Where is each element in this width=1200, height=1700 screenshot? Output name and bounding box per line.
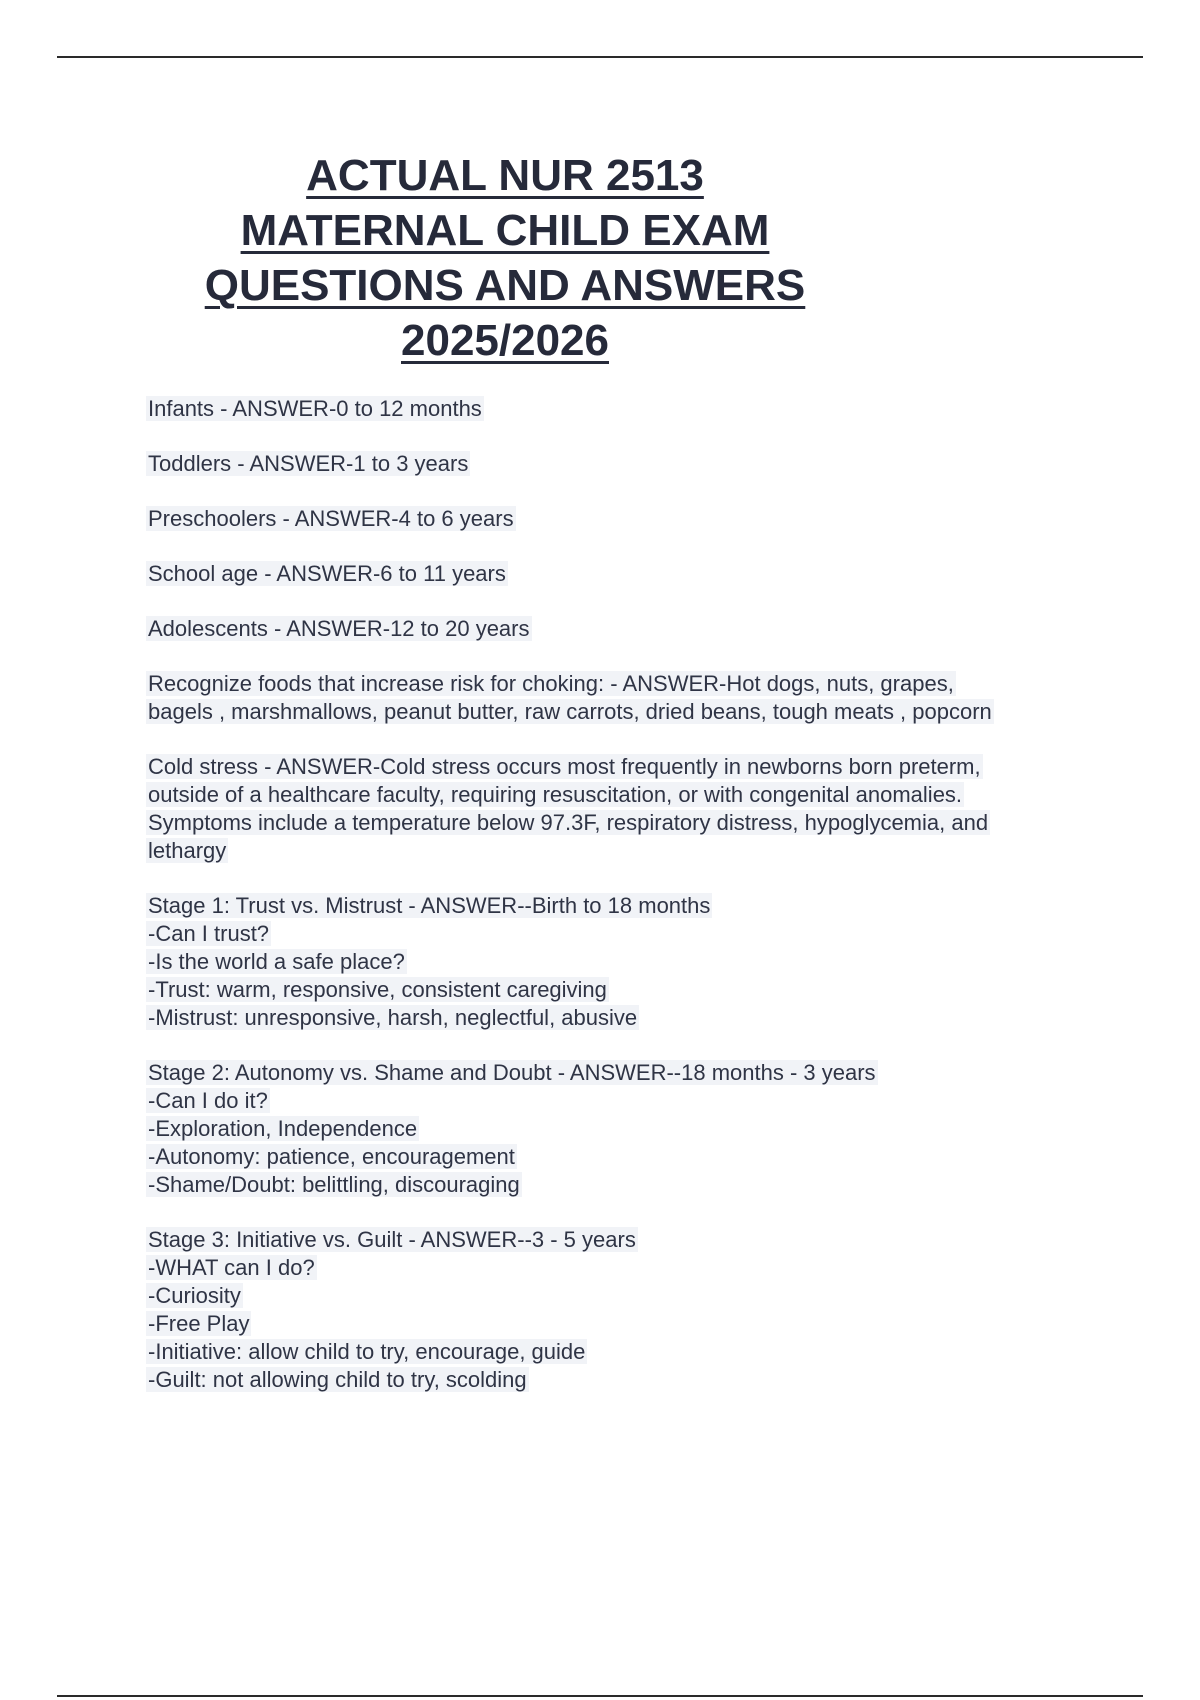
- entry-line: -Shame/Doubt: belittling, discouraging: [148, 1172, 520, 1197]
- qa-entry-infants: [146, 395, 1146, 423]
- entry-line: Toddlers - ANSWER-1 to 3 years: [148, 451, 469, 476]
- entry-line: -Guilt: not allowing child to try, scolding: [148, 1367, 527, 1392]
- bottom-rule: [57, 1695, 1143, 1697]
- entry-line: Recognize foods that increase risk for choking: - ANSWER-Hot dogs, nuts, grapes,: [148, 671, 954, 696]
- qa-entry-stage-2: [146, 1059, 1146, 1199]
- entry-line: -Trust: warm, responsive, consistent caregiving: [148, 977, 607, 1002]
- entry-line: -Autonomy: patience, encouragement: [148, 1144, 515, 1169]
- qa-entry-preschoolers: [146, 505, 1146, 533]
- entry-line: -WHAT can I do?: [148, 1255, 315, 1280]
- entry-line: Stage 2: Autonomy vs. Shame and Doubt - ANSWER--18 months - 3 years: [148, 1060, 876, 1085]
- title-line: 2025/2026: [401, 316, 609, 365]
- top-rule: [57, 56, 1143, 58]
- qa-entry-adolescents: [146, 615, 1146, 643]
- entry-line: Cold stress - ANSWER-Cold stress occurs most frequently in newborns born preterm,: [148, 754, 981, 779]
- qa-entry-school-age: [146, 560, 1146, 588]
- title-line: QUESTIONS AND ANSWERS: [204, 261, 806, 310]
- entry-line: -Is the world a safe place?: [148, 949, 405, 974]
- qa-entry-toddlers: [146, 450, 1146, 478]
- title-line: ACTUAL NUR 2513: [306, 151, 704, 200]
- entry-line: Symptoms include a temperature below 97.3F, respiratory distress, hypoglycemia, and: [148, 810, 989, 835]
- entry-line: Preschoolers - ANSWER-4 to 6 years: [148, 506, 514, 531]
- entry-line: Stage 3: Initiative vs. Guilt - ANSWER--3 - 5 years: [148, 1227, 636, 1252]
- entry-line: -Free Play: [148, 1311, 250, 1336]
- entry-line: outside of a healthcare faculty, requiring resuscitation, or with congenital anomalies.: [148, 782, 963, 807]
- entry-line: -Curiosity: [148, 1283, 241, 1308]
- document-title: [145, 148, 865, 368]
- entry-line: lethargy: [148, 838, 227, 863]
- entry-line: -Mistrust: unresponsive, harsh, neglectful, abusive: [148, 1005, 638, 1030]
- qa-list: [146, 395, 1146, 1421]
- entry-line: Adolescents - ANSWER-12 to 20 years: [148, 616, 530, 641]
- entry-line: -Exploration, Independence: [148, 1116, 418, 1141]
- qa-entry-stage-1: [146, 892, 1146, 1032]
- entry-line: -Initiative: allow child to try, encourage, guide: [148, 1339, 586, 1364]
- qa-entry-choking-foods: [146, 670, 1146, 726]
- entry-line: Stage 1: Trust vs. Mistrust - ANSWER--Birth to 18 months: [148, 893, 711, 918]
- qa-entry-stage-3: [146, 1226, 1146, 1394]
- entry-line: -Can I do it?: [148, 1088, 268, 1113]
- entry-line: -Can I trust?: [148, 921, 270, 946]
- qa-entry-cold-stress: [146, 753, 1146, 865]
- entry-line: bagels , marshmallows, peanut butter, raw carrots, dried beans, tough meats , popcorn: [148, 699, 992, 724]
- title-line: MATERNAL CHILD EXAM: [240, 206, 770, 255]
- entry-line: School age - ANSWER-6 to 11 years: [148, 561, 506, 586]
- entry-line: Infants - ANSWER-0 to 12 months: [148, 396, 482, 421]
